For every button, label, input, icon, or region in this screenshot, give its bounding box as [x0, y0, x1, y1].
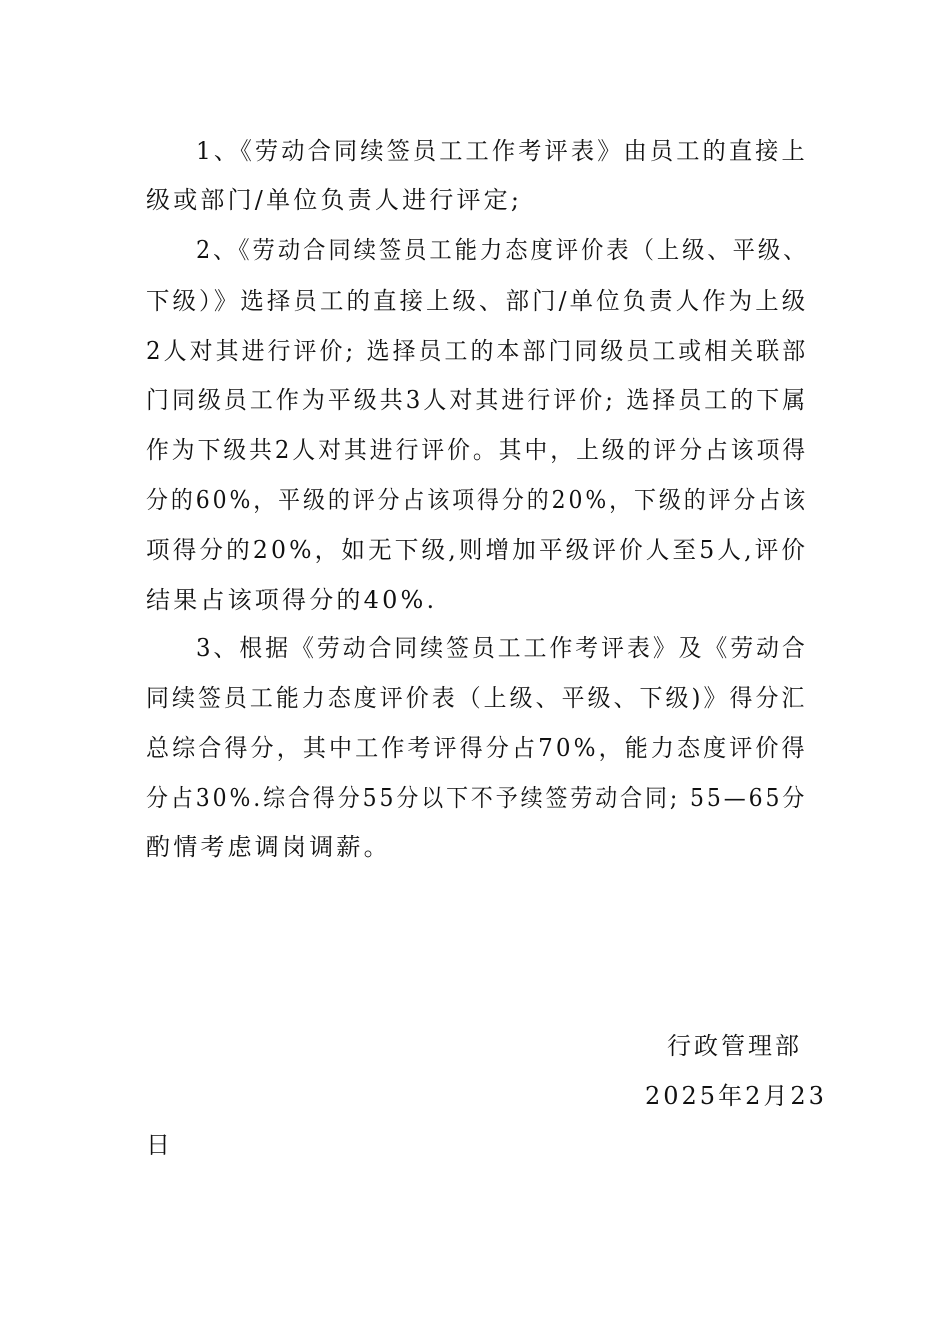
paragraph-2-line-2: 下级）》选择员工的直接上级、部门/单位负责人作为上级: [146, 287, 809, 315]
paragraph-1-line-1: 1、《劳动合同续签员工工作考评表》由员工的直接上: [196, 137, 808, 165]
paragraph-3-line-4: 分占30%.综合得分55分以下不予续签劳动合同; 55—65分: [146, 784, 808, 812]
paragraph-2-line-7: 项得分的20%，如无下级,则增加平级评价人至5人,评价: [146, 536, 809, 564]
paragraph-3-line-1: 3、根据《劳动合同续签员工工作考评表》及《劳动合: [196, 634, 808, 662]
paragraph-3-line-5: 酌情考虑调岗调薪。: [146, 833, 391, 861]
department-name: 行政管理部: [667, 1032, 802, 1060]
paragraph-2-line-3: 2人对其进行评价; 选择员工的本部门同级员工或相关联部: [146, 337, 809, 365]
paragraph-1-line-2: 级或部门/单位负责人进行评定;: [146, 186, 523, 214]
paragraph-2-line-6: 分的60%，平级的评分占该项得分的20%，下级的评分占该: [146, 486, 809, 514]
paragraph-3-line-2: 同续签员工能力态度评价表（上级、平级、下级)》得分汇: [146, 684, 808, 712]
signature-date: 2025年2月23: [645, 1082, 827, 1110]
signature-date-day: 日: [146, 1131, 173, 1159]
paragraph-2-line-5: 作为下级共2人对其进行评价。其中，上级的评分占该项得: [146, 436, 809, 464]
paragraph-2-line-4: 门同级员工作为平级共3人对其进行评价; 选择员工的下属: [146, 386, 809, 414]
paragraph-2-line-8: 结果占该项得分的40%.: [146, 586, 438, 614]
paragraph-2-line-1: 2、《劳动合同续签员工能力态度评价表（上级、平级、: [196, 236, 809, 264]
paragraph-3-line-3: 总综合得分，其中工作考评得分占70%，能力态度评价得: [146, 734, 808, 762]
